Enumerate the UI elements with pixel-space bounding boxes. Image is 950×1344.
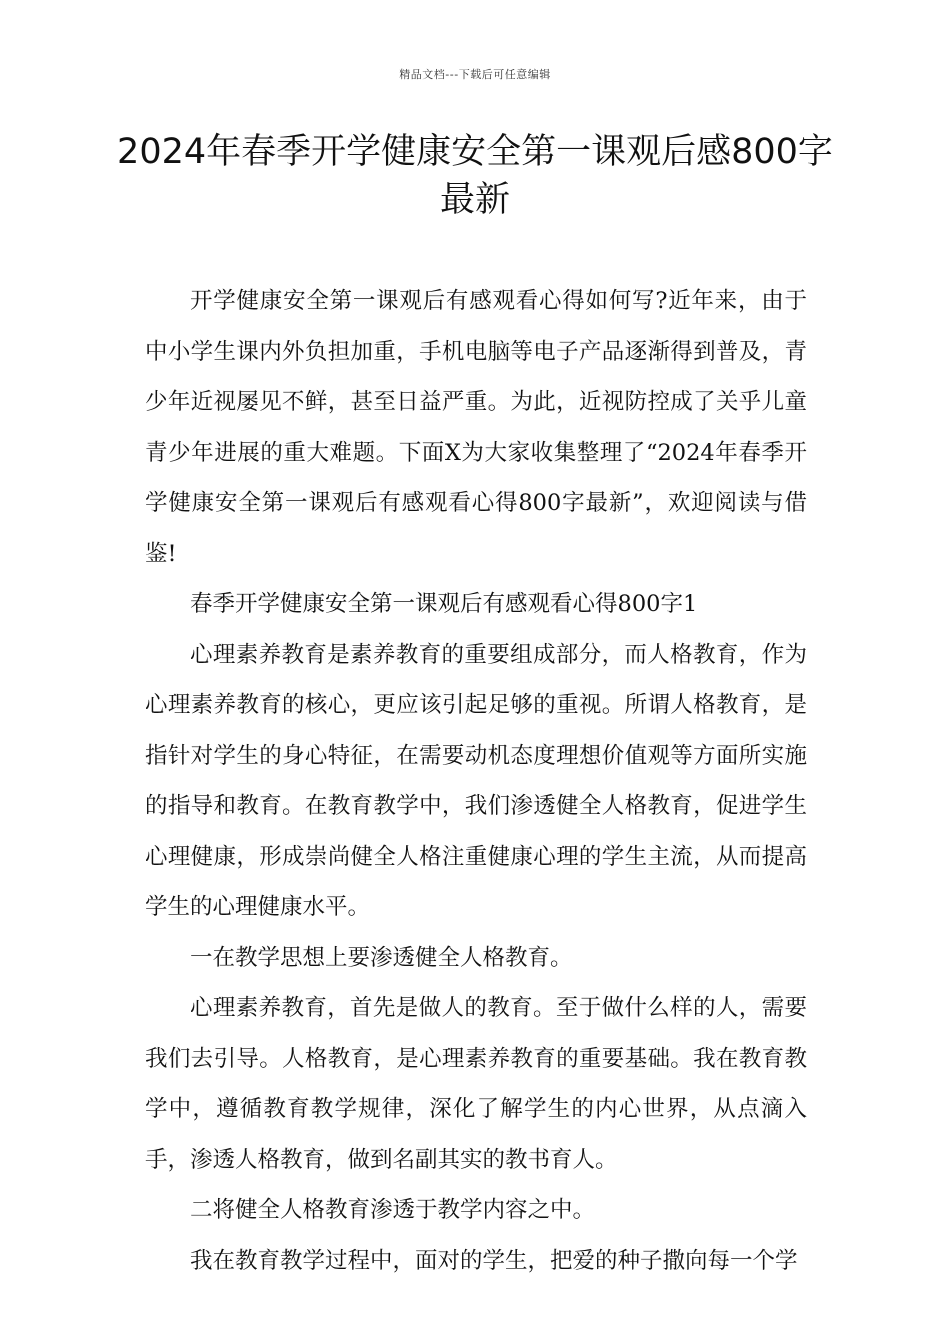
section-heading-1: 春季开学健康安全第一课观后有感观看心得800字1 xyxy=(190,591,698,617)
page-title: 2024年春季开学健康安全第一课观后感800字最新 xyxy=(117,132,833,220)
document-body xyxy=(145,276,807,1286)
paragraph: 心理素养教育，首先是做人的教育。至于做什么样的人，需要我们去引导。人格教育，是心理素养教育的重要基础。我在教育教学中，遵循教育教学规律，深化了解学生的内心世界，从点滴入手，渗透人格教育，做到名副其实的教书育人。 xyxy=(145,995,807,1173)
subheading-one: 一在教学思想上要渗透健全人格教育。 xyxy=(190,944,573,971)
paragraph: 心理素养教育是素养教育的重要组成部分，而人格教育，作为心理素养教育的核心，更应该引起足够的重视。所谓人格教育，是指针对学生的身心特征，在需要动机态度理想价值观等方面所实施的指导和教育。在教育教学中，我们渗透健全人格教育，促进学生心理健康，形成崇尚健全人格注重健康心理的学生主流，从而提高学生的心理健康水平。 xyxy=(145,641,807,920)
paragraph-intro: 开学健康安全第一课观后有感观看心得如何写?近年来，由于中小学生课内外负担加重，手机电脑等电子产品逐渐得到普及，青少年近视屡见不鲜，甚至日益严重。为此，近视防控成了关乎儿童青少年进展的重大难题。下面X为大家收集整理了“2024年春季开学健康安全第一课观后有感观看心得800字最新”，欢迎阅读与借鉴! xyxy=(145,288,807,567)
header-note: 精品文档---下载后可任意编辑 xyxy=(399,68,551,81)
subheading-two: 二将健全人格教育渗透于教学内容之中。 xyxy=(190,1197,596,1223)
paragraph: 我在教育教学过程中，面对的学生，把爱的种子撒向每一个学 xyxy=(190,1247,798,1274)
